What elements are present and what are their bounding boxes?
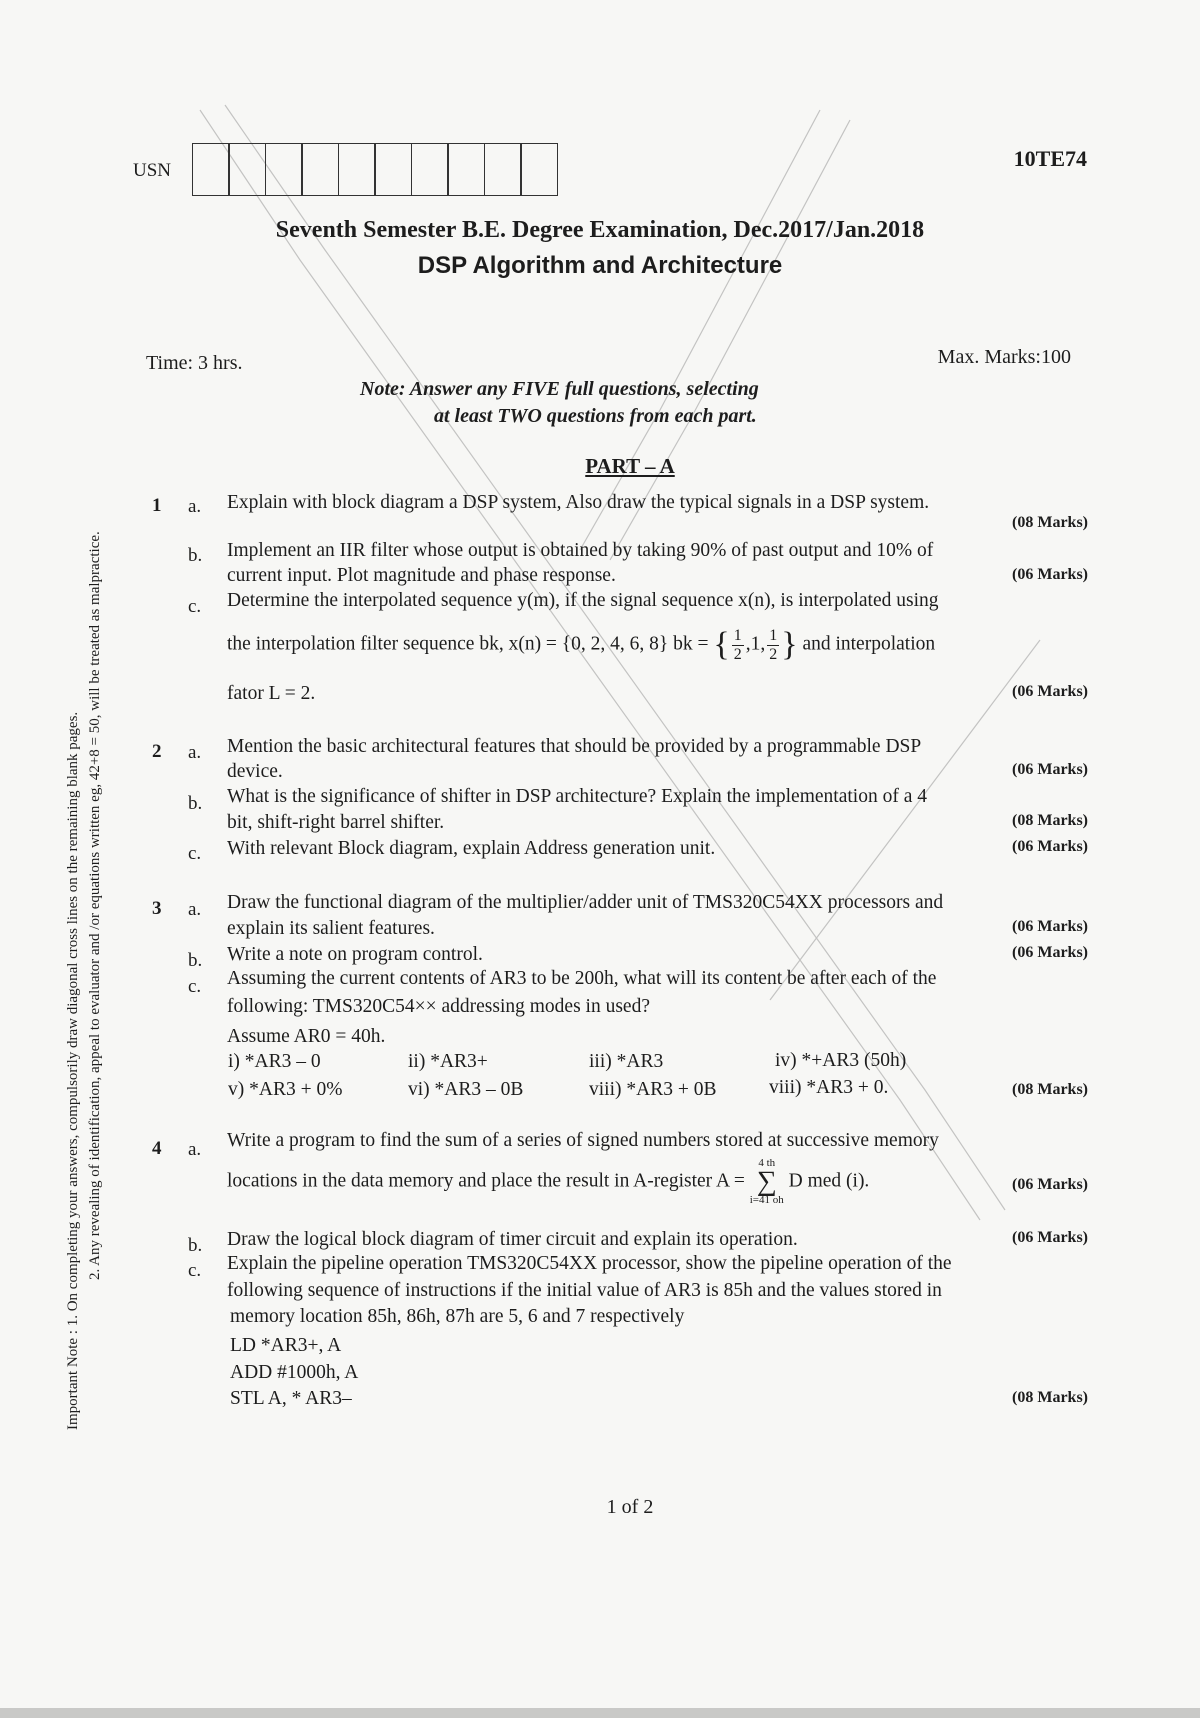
fraction-denominator: 2 bbox=[733, 645, 742, 663]
addressing-option: iii) *AR3 bbox=[589, 1051, 664, 1072]
question-text: Draw the functional diagram of the multiplier/adder unit of TMS320C54XX processors and bbox=[227, 892, 944, 913]
usn-box bbox=[520, 143, 558, 196]
subject-title: DSP Algorithm and Architecture bbox=[417, 252, 783, 279]
question-text: Draw the logical block diagram of timer circuit and explain its operation. bbox=[227, 1229, 798, 1250]
marks-label: (08 Marks) bbox=[1012, 812, 1088, 829]
marks-label: (06 Marks) bbox=[1012, 1176, 1088, 1193]
summation-lower-limit: i=41 oh bbox=[749, 1194, 784, 1206]
summation bbox=[750, 1158, 784, 1206]
question-text: bit, shift-right barrel shifter. bbox=[227, 812, 445, 833]
usn-box bbox=[374, 143, 412, 196]
question-number: 2 bbox=[152, 741, 162, 762]
marks-label: (08 Marks) bbox=[1012, 514, 1088, 531]
question-text: With relevant Block diagram, explain Address generation unit. bbox=[227, 838, 716, 859]
marks-label: (06 Marks) bbox=[1012, 944, 1088, 961]
sub-label: b. bbox=[188, 950, 203, 971]
question-text: and interpolation bbox=[802, 633, 936, 655]
marks-label: (06 Marks) bbox=[1012, 918, 1088, 935]
sigma-symbol: ∑ bbox=[756, 1166, 777, 1197]
code-line: STL A, * AR3– bbox=[230, 1388, 352, 1409]
side-important-note bbox=[62, 360, 108, 1430]
usn-box bbox=[301, 143, 339, 196]
question-text: Assume AR0 = 40h. bbox=[227, 1026, 386, 1047]
addressing-option: iv) *+AR3 (50h) bbox=[775, 1050, 907, 1071]
fraction-numerator: 1 bbox=[769, 626, 778, 644]
sub-label: b. bbox=[188, 793, 203, 814]
question-text: Explain the pipeline operation TMS320C54XX processor, show the pipeline operation of the bbox=[227, 1253, 952, 1274]
addressing-option: ii) *AR3+ bbox=[408, 1051, 488, 1072]
marks-label: (08 Marks) bbox=[1012, 1081, 1088, 1098]
instructions-note bbox=[360, 376, 759, 430]
sub-label: c. bbox=[188, 976, 202, 997]
sub-label: a. bbox=[188, 742, 202, 763]
side-note-line-1: Important Note : 1. On completing your answers, compulsorily draw diagonal cross lines on the remaining blank pages. bbox=[65, 711, 81, 1430]
fraction bbox=[767, 627, 779, 664]
usn-box bbox=[192, 143, 230, 196]
addressing-option: i) *AR3 – 0 bbox=[228, 1051, 321, 1072]
open-brace: { bbox=[713, 626, 730, 663]
sub-label: c. bbox=[188, 843, 202, 864]
summation-upper-limit: 4 th bbox=[758, 1157, 776, 1169]
part-title: PART – A bbox=[585, 454, 675, 478]
sub-label: c. bbox=[188, 1260, 202, 1281]
question-text: explain its salient features. bbox=[227, 918, 435, 939]
question-text: Write a note on program control. bbox=[227, 944, 483, 965]
addressing-option: v) *AR3 + 0% bbox=[228, 1079, 343, 1100]
question-number: 4 bbox=[152, 1138, 162, 1159]
usn-box bbox=[265, 143, 303, 196]
addressing-option: vi) *AR3 – 0B bbox=[408, 1079, 524, 1100]
sub-label: a. bbox=[188, 899, 202, 920]
code-line: ADD #1000h, A bbox=[230, 1362, 359, 1383]
question-text: current input. Plot magnitude and phase response. bbox=[227, 565, 616, 586]
sub-label: a. bbox=[188, 496, 202, 517]
sub-label: a. bbox=[188, 1139, 202, 1160]
usn-box bbox=[338, 143, 376, 196]
question-text: memory location 85h, 86h, 87h are 5, 6 and 7 respectively bbox=[230, 1306, 685, 1327]
marks-label: (06 Marks) bbox=[1012, 1229, 1088, 1246]
close-brace: } bbox=[781, 626, 798, 663]
question-text: D med (i). bbox=[788, 1170, 870, 1192]
fraction-denominator: 2 bbox=[769, 645, 778, 663]
usn-boxes bbox=[193, 143, 558, 196]
question-number: 3 bbox=[152, 898, 162, 919]
question-text: locations in the data memory and place the result in A-register A = bbox=[227, 1170, 745, 1192]
fraction-numerator: 1 bbox=[733, 626, 742, 644]
question-text: fator L = 2. bbox=[227, 683, 316, 704]
question-text: Write a program to find the sum of a series of signed numbers stored at successive memory bbox=[227, 1130, 939, 1151]
question-text: Implement an IIR filter whose output is obtained by taking 90% of past output and 10% of bbox=[227, 540, 934, 561]
question-text: What is the significance of shifter in DSP architecture? Explain the implementation of a 4 bbox=[227, 786, 927, 807]
question-text: following sequence of instructions if the initial value of AR3 is 85h and the values stored in bbox=[227, 1280, 942, 1301]
usn-label: USN bbox=[133, 160, 172, 181]
sub-label: c. bbox=[188, 596, 202, 617]
marks-label: (06 Marks) bbox=[1012, 566, 1088, 583]
usn-box bbox=[228, 143, 266, 196]
question-text: following: TMS320C54×× addressing modes in used? bbox=[227, 996, 650, 1017]
scan-bottom-edge bbox=[0, 1708, 1200, 1718]
marks-label: (08 Marks) bbox=[1012, 1389, 1088, 1406]
exam-title: Seventh Semester B.E. Degree Examination, Dec.2017/Jan.2018 bbox=[275, 217, 925, 243]
addressing-option: viii) *AR3 + 0B bbox=[589, 1079, 717, 1100]
subject-code: 10TE74 bbox=[1013, 146, 1087, 171]
question-text: the interpolation filter sequence bk, x(n) = {0, 2, 4, 6, 8} bk = bbox=[227, 633, 709, 655]
page-footer: 1 of 2 bbox=[606, 1496, 654, 1518]
time-allowed: Time: 3 hrs. bbox=[146, 352, 243, 374]
addressing-option: viii) *AR3 + 0. bbox=[769, 1077, 889, 1098]
formula-middle: ,1, bbox=[745, 633, 766, 655]
side-note-line-2: 2. Any revealing of identification, appeal to evaluator and /or equations written eg, 42+8 = 50, will be treated as malpractice. bbox=[87, 531, 103, 1280]
code-line: LD *AR3+, A bbox=[230, 1335, 342, 1356]
usn-box bbox=[484, 143, 522, 196]
question-text: device. bbox=[227, 761, 283, 782]
usn-box bbox=[411, 143, 449, 196]
marks-label: (06 Marks) bbox=[1012, 683, 1088, 700]
marks-label: (06 Marks) bbox=[1012, 761, 1088, 778]
marks-label: (06 Marks) bbox=[1012, 838, 1088, 855]
max-marks: Max. Marks:100 bbox=[937, 346, 1071, 368]
note-line-2: at least TWO questions from each part. bbox=[434, 405, 757, 427]
question-text: Explain with block diagram a DSP system, Also draw the typical signals in a DSP system. bbox=[227, 492, 930, 513]
sub-label: b. bbox=[188, 1235, 203, 1256]
question-number: 1 bbox=[152, 495, 162, 516]
question-text: Determine the interpolated sequence y(m), if the signal sequence x(n), is interpolated using bbox=[227, 590, 939, 611]
note-line-1: Note: Answer any FIVE full questions, selecting bbox=[360, 378, 759, 400]
sub-label: b. bbox=[188, 545, 203, 566]
formula-line bbox=[227, 626, 935, 664]
question-text: Mention the basic architectural features that should be provided by a programmable DSP bbox=[227, 736, 922, 757]
formula-line bbox=[227, 1158, 869, 1206]
fraction bbox=[732, 627, 744, 664]
question-text: Assuming the current contents of AR3 to be 200h, what will its content be after each of the bbox=[227, 968, 937, 989]
usn-box bbox=[447, 143, 485, 196]
